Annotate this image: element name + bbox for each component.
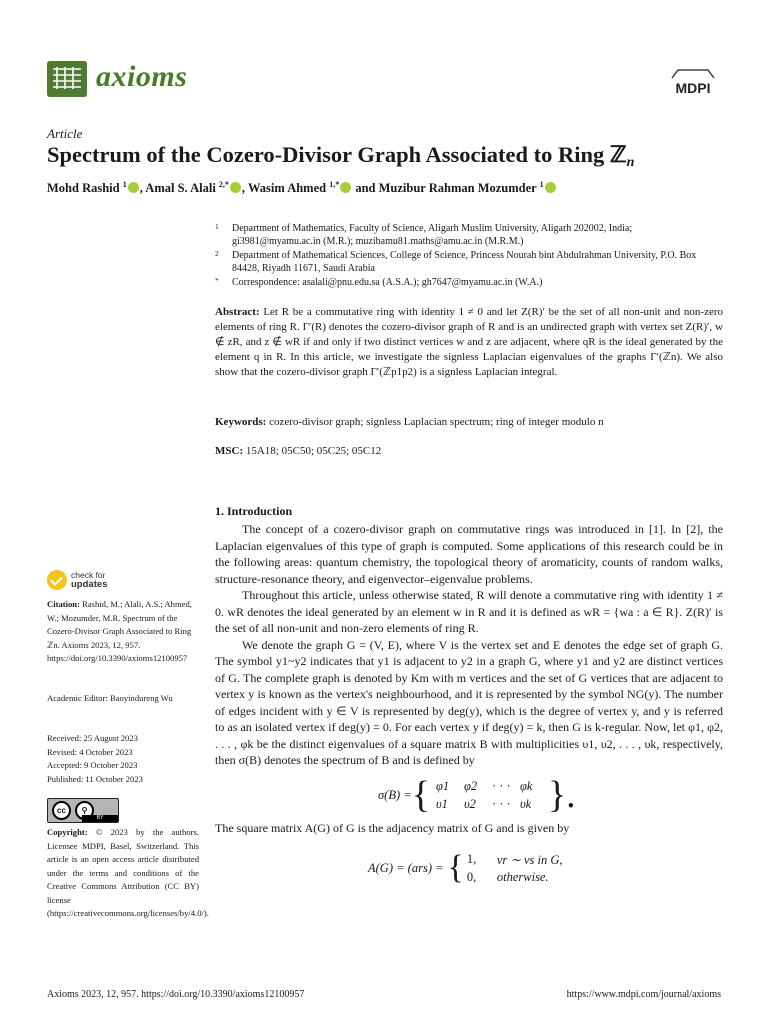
spectrum-matrix bbox=[436, 779, 542, 812]
affiliation-item bbox=[215, 276, 715, 289]
case-condition: vr ∼ vs in G, bbox=[496, 852, 563, 867]
case-condition: otherwise. bbox=[496, 869, 549, 884]
author-1-affil: 1 bbox=[122, 180, 127, 189]
journal-logo-icon bbox=[47, 61, 87, 97]
matrix-cell: φk bbox=[519, 778, 533, 793]
cc-icon: cc bbox=[52, 801, 71, 820]
eq1-lhs: σ(B) = bbox=[378, 787, 412, 802]
copyright-label: Copyright: bbox=[47, 827, 88, 837]
author-4-affil: 1 bbox=[539, 180, 544, 189]
citation-block bbox=[47, 598, 199, 666]
cc-license-badge[interactable] bbox=[47, 798, 119, 823]
keywords-label: Keywords: bbox=[215, 416, 267, 428]
matrix-cell: · · · bbox=[491, 796, 511, 811]
orcid-icon[interactable] bbox=[340, 182, 351, 193]
title-main: Spectrum of the Cozero-Divisor Graph Associated to Ring ℤ bbox=[47, 142, 627, 167]
journal-name: axioms bbox=[96, 60, 188, 93]
left-brace: { bbox=[411, 774, 430, 816]
academic-editor: Academic Editor: Baoyindureng Wu bbox=[47, 693, 173, 703]
introduction-body bbox=[215, 521, 723, 769]
footer-journal-url[interactable]: https://www.mdpi.com/journal/axioms bbox=[566, 989, 721, 1000]
matrix-cell: φ1 bbox=[435, 778, 450, 793]
abstract-label: Abstract: bbox=[215, 306, 260, 318]
author-3-affil: 1,* bbox=[329, 180, 340, 189]
orcid-icon[interactable] bbox=[545, 182, 556, 193]
revised-date: Revised: 4 October 2023 bbox=[47, 746, 133, 757]
msc-text: 15A18; 05C50; 05C25; 05C12 bbox=[245, 445, 382, 457]
author-3[interactable]: , Wasim Ahmed bbox=[241, 181, 327, 195]
check-icon bbox=[47, 570, 67, 590]
intro-paragraph-2: Throughout this article, unless otherwise stated, R will denote a commutative ring with identity 1 ≠ 0. wR denotes the ideal generated by an element w in R and it is defined as wR = {wa : a ∈ R}. Z(R)′ is the set of all non-unit and non-zero elements of ring R. bbox=[215, 588, 723, 635]
citation-label: Citation: bbox=[47, 599, 80, 609]
orcid-icon[interactable] bbox=[128, 182, 139, 193]
cases bbox=[467, 852, 563, 885]
cc-by-label: BY bbox=[82, 815, 118, 822]
author-list bbox=[47, 180, 557, 196]
affiliation-item bbox=[215, 249, 715, 275]
case-value: 0, bbox=[466, 869, 477, 884]
eq2-lhs: A(G) = (ars) = bbox=[368, 860, 444, 875]
citation-text: Rashid, M.; Alali, A.S.; Ahmed, W.; Mozumder, M.R. Spectrum of the Cozero-Divisor Graph Associated to Ring ℤn. Axioms 2023, 12, 957. https://doi.org/10.3390/axioms12100957 bbox=[47, 599, 192, 663]
intro-paragraph-3: We denote the graph G = (V, E), where V is the vertex set and E denotes the edge set of graph G. The symbol y1~y2 indicates that y1 is adjacent to y2 in a graph G, where y1 and y2 are distinct vertices of G. The complete graph is denoted by Km with m vertices and the set of G vertices that are adjacent to vertex y is known as the vertex's neighbourhood, and it is represented by the symbol NG(y). The number of edges incident with y ∈ V is represented by deg(y), which is the degree of vertex y, and y is referred to as an isolated vertex if deg(y) = 0. For each vertex y if deg(y) = k, then G is k-regular. Now, let φ1, φ2, . . . , φk be the distinct eigenvalues of a square matrix B with multiplicities υ1, υ2, . . . , υk, respectively, then σ(B) denotes the spectrum of B and is defined by bbox=[215, 637, 723, 767]
affiliation-text: Department of Mathematics, Faculty of Science, Aligarh Muslim University, Aligarh 202002, India; gi3981@myamu.ac.in (M.R.); muzibamu81.maths@amu.ac.in (M.R.M.) bbox=[232, 223, 633, 247]
author-1[interactable]: Mohd Rashid bbox=[47, 181, 120, 195]
keywords-text: cozero-divisor graph; signless Laplacian spectrum; ring of integer modulo n bbox=[269, 416, 604, 428]
published-date: Published: 11 October 2023 bbox=[47, 773, 143, 784]
intro-paragraph-4: The square matrix A(G) of G is the adjacency matrix of G and is given by bbox=[215, 821, 570, 835]
adjacency-equation bbox=[368, 851, 563, 885]
msc-label: MSC: bbox=[215, 445, 244, 457]
matrix-cell: φ2 bbox=[463, 778, 478, 793]
history-dates bbox=[47, 732, 199, 786]
affiliation-number: 1 bbox=[215, 222, 219, 231]
received-date: Received: 25 August 2023 bbox=[47, 733, 138, 743]
cases-brace: { bbox=[447, 849, 464, 886]
affiliation-item bbox=[215, 222, 715, 248]
copyright-text: © 2023 by the authors. Licensee MDPI, Basel, Switzerland. This article is an open access article distributed under the terms and conditions of the Creative Commons Attribution (CC BY) license (https://creativecommons.org/licenses/by/4.0/). bbox=[47, 827, 209, 918]
footer-citation: Axioms 2023, 12, 957. https://doi.org/10.3390/axioms12100957 bbox=[47, 989, 305, 1000]
affiliation-number: * bbox=[215, 276, 219, 285]
author-2[interactable]: , Amal S. Alali bbox=[139, 181, 216, 195]
case-value: 1, bbox=[466, 851, 477, 866]
copyright-block bbox=[47, 826, 209, 921]
attribution-person-icon: ⚲ bbox=[75, 801, 94, 820]
keywords bbox=[215, 415, 723, 430]
abstract-text: Let R be a commutative ring with identity 1 ≠ 0 and let Z(R)′ be the set of all non-unit and non-zero elements of ring R. Γ′(R) denotes the cozero-divisor graph of R and is an undirected graph with vertex set Z(R)′, w ∉ zR, and z ∉ wR if and only if two distinct vertices w and z are adjacent, where qR is the ideal generated by the element q in R. In this article, we investigate the signless Laplacian eigenvalues of the graphs Γ′(ℤn). We also show that the cozero-divisor graph Γ′(ℤp1p2) is a signless Laplacian integral. bbox=[215, 306, 724, 378]
check-for-updates-badge[interactable] bbox=[47, 570, 107, 590]
title-sub: n bbox=[626, 155, 635, 170]
abstract bbox=[215, 305, 723, 380]
matrix-cell: υk bbox=[519, 796, 532, 811]
correspondence-text: Correspondence: asalali@pnu.edu.sa (A.S.A.); gh7647@myamu.ac.in (W.A.) bbox=[232, 277, 543, 288]
affiliations bbox=[215, 222, 715, 290]
check-top: check for bbox=[71, 570, 106, 580]
mdpi-logo bbox=[666, 68, 720, 98]
intro-paragraph-1: The concept of a cozero-divisor graph on commutative rings was introduced in [1]. In [2], the Laplacian eigenvalues of this type of graph is computed. Some applications of this research could be in the following areas: quantum chemistry, the topological theory of aromaticity, counts of random walks, structure-resonance theory, and eigenvector–eigenvalue problems. bbox=[215, 522, 723, 586]
matrix-cell: υ2 bbox=[463, 796, 476, 811]
paper-title bbox=[47, 142, 634, 168]
author-2-affil: 2,* bbox=[218, 180, 229, 189]
matrix-cell: υ1 bbox=[435, 796, 448, 811]
section-heading: 1. Introduction bbox=[215, 504, 293, 518]
orcid-icon[interactable] bbox=[230, 182, 241, 193]
check-for-updates-text bbox=[71, 571, 107, 589]
right-brace: }. bbox=[547, 774, 576, 816]
affiliation-number: 2 bbox=[215, 249, 219, 258]
affiliation-text: Department of Mathematical Sciences, College of Science, Princess Nourah bint Abdulrahman University, P.O. Box 84428, Riyadh 11671, Saudi Arabia bbox=[232, 250, 697, 274]
check-bottom: updates bbox=[71, 579, 108, 590]
matrix-cell: · · · bbox=[491, 778, 511, 793]
author-4[interactable]: and Muzibur Rahman Mozumder bbox=[352, 181, 537, 195]
publisher-label: MDPI bbox=[675, 80, 711, 96]
accepted-date: Accepted: 9 October 2023 bbox=[47, 760, 138, 770]
spectrum-equation bbox=[378, 774, 576, 816]
article-type: Article bbox=[47, 126, 83, 141]
msc-codes bbox=[215, 444, 723, 459]
